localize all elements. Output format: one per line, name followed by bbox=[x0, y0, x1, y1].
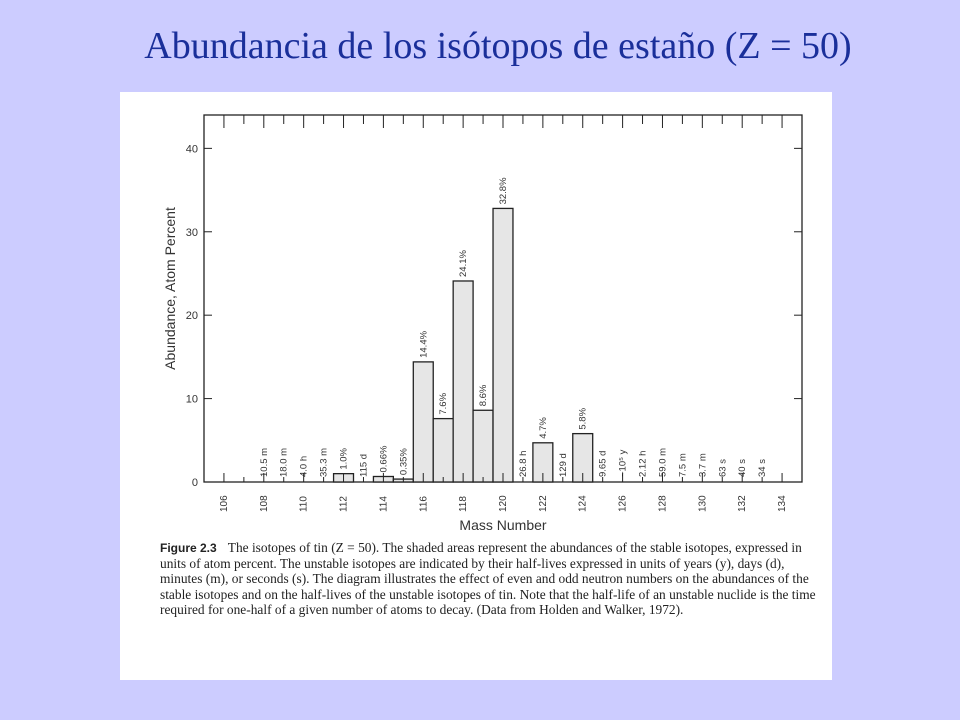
x-tick-label: 106 bbox=[218, 495, 230, 512]
half-life-label-sn-132: 40 s bbox=[737, 459, 749, 477]
bar-sn-119 bbox=[473, 410, 493, 482]
half-life-label-sn-126: ~10⁵ y bbox=[617, 449, 629, 477]
figure-label: Figure 2.3 bbox=[160, 541, 217, 555]
half-life-label-sn-125: 9.65 d bbox=[597, 450, 609, 477]
y-tick-label: 10 bbox=[185, 393, 198, 406]
half-life-label-sn-130: 3.7 m bbox=[697, 453, 709, 477]
figure-caption bbox=[160, 540, 820, 617]
half-life-label-sn-121: 26.8 h bbox=[517, 450, 529, 477]
half-life-label-sn-123: 129 d bbox=[557, 453, 569, 477]
x-tick-label: 108 bbox=[258, 495, 270, 512]
slide-title: Abundancia de los isótopos de estaño (Z = 50) bbox=[144, 25, 852, 67]
x-tick-label: 118 bbox=[458, 496, 470, 512]
bar-sn-118 bbox=[453, 281, 473, 482]
half-life-label-sn-128: 59.0 m bbox=[657, 447, 669, 477]
x-tick-label: 126 bbox=[617, 495, 629, 512]
x-tick-label: 116 bbox=[418, 496, 430, 512]
bar-label-sn-124: 5.8% bbox=[577, 407, 589, 430]
half-life-label-sn-111: 35.3 m bbox=[318, 447, 330, 477]
bar-sn-116 bbox=[413, 362, 433, 482]
x-tick-label: 132 bbox=[737, 495, 749, 512]
x-tick-label: 110 bbox=[298, 496, 310, 512]
bar-label-sn-118: 24.1% bbox=[458, 250, 470, 277]
x-tick-label: 122 bbox=[537, 495, 549, 512]
figure-caption-text: The isotopes of tin (Z = 50). The shaded areas represent the abundances of the stable isotopes, expressed in units of atom percent. The unstable isotopes are indicated by their half-lives expressed in units of years (y), days (d), minutes (m), or seconds (s). The diagram illustrates the effect of even and odd neutron numbers on the abundances of the stable isotopes and on the half-lives of the unstable isotopes of tin. Note that the half-life of an unstable nuclide is the time required for one-half of a given number of atoms to decay. (Data from Holden and Walker, 1972). bbox=[160, 540, 816, 617]
x-tick-label: 120 bbox=[498, 495, 509, 512]
bar-label-sn-122: 4.7% bbox=[537, 417, 549, 439]
x-tick-label: 128 bbox=[657, 495, 669, 512]
figure-panel bbox=[120, 92, 832, 680]
y-tick-label: 0 bbox=[191, 477, 198, 489]
bar-label-sn-117: 7.6% bbox=[438, 392, 450, 415]
x-tick-label: 134 bbox=[777, 495, 789, 512]
bar-sn-120 bbox=[493, 208, 513, 482]
x-axis-label: Mass Number bbox=[459, 517, 547, 532]
isotope-abundance-chart bbox=[120, 92, 832, 532]
x-tick-label: 114 bbox=[378, 496, 390, 512]
y-axis-label: Abundance, Atom Percent bbox=[162, 207, 178, 370]
bar-label-sn-114: 0.66% bbox=[378, 445, 390, 473]
bar-label-sn-116: 14.4% bbox=[418, 330, 430, 358]
x-tick-label: 112 bbox=[338, 496, 350, 512]
half-life-label-sn-108: 10.5 m bbox=[258, 447, 270, 477]
half-life-label-sn-113: 115 d bbox=[358, 453, 370, 477]
x-tick-label: 124 bbox=[577, 495, 589, 512]
bar-sn-117 bbox=[433, 419, 453, 482]
half-life-label-sn-131: 63 s bbox=[717, 459, 729, 477]
y-tick-label: 30 bbox=[185, 226, 198, 239]
bar-label-sn-120: 32.8% bbox=[498, 177, 509, 205]
x-tick-label: 130 bbox=[697, 495, 709, 512]
half-life-label-sn-133: 34 s bbox=[757, 459, 769, 477]
half-life-label-sn-129: 7.5 m bbox=[677, 453, 689, 477]
bar-label-sn-115: 0.35% bbox=[398, 448, 410, 476]
y-tick-label: 40 bbox=[185, 143, 198, 156]
y-tick-label: 20 bbox=[185, 310, 198, 323]
half-life-label-sn-110: 4.0 h bbox=[298, 455, 310, 477]
bar-label-sn-112: 1.0% bbox=[338, 448, 350, 470]
half-life-label-sn-127: 2.12 h bbox=[637, 450, 649, 477]
half-life-label-sn-109: 18.0 m bbox=[278, 447, 290, 477]
bar-label-sn-119: 8.6% bbox=[478, 384, 490, 407]
